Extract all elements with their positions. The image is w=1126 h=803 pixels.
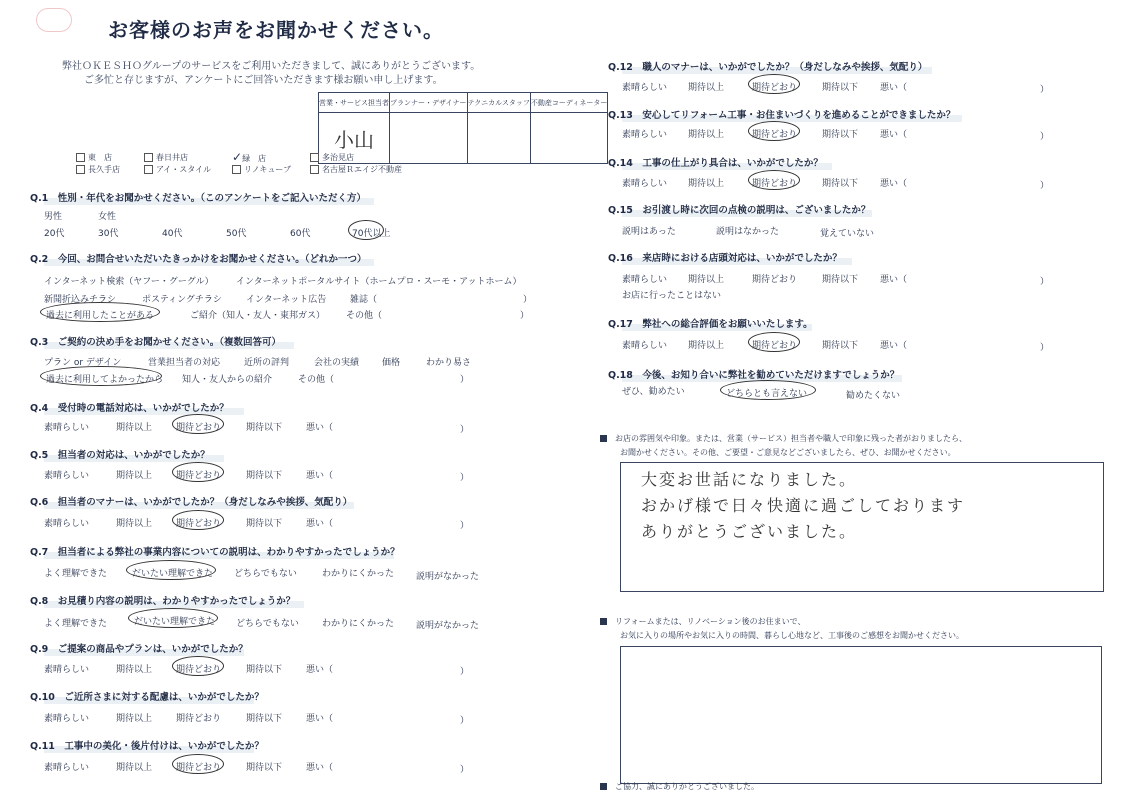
q18-option-recommend[interactable]: ぜひ、勧めたい	[622, 387, 685, 397]
q13-option-bad[interactable]: 悪い（	[880, 130, 908, 140]
q15-option-dont-remember[interactable]: 覚えていない	[820, 229, 875, 239]
footer-thanks: ご協力、誠にありがとうございました。	[600, 781, 759, 792]
close-paren: ）	[523, 295, 533, 305]
q12-option-below[interactable]: 期待以下	[822, 83, 859, 93]
answer-circle	[126, 560, 216, 580]
q4-option-as-expected[interactable]: 期待どおり	[176, 423, 222, 433]
comments1-textbox[interactable]	[620, 462, 1104, 592]
page-title: お客様のお声をお聞かせください。	[108, 18, 444, 42]
q1-age-30s[interactable]: 30代	[98, 229, 119, 239]
close-paren: ）	[1040, 343, 1050, 353]
q1-age-50s[interactable]: 50代	[226, 229, 247, 239]
close-paren: ）	[1040, 277, 1050, 287]
answer-circle	[40, 366, 162, 386]
answer-circle	[720, 380, 816, 400]
q3-option-past-good[interactable]: 過去に利用してよかったから	[46, 375, 164, 385]
staff-value-realestate[interactable]	[530, 113, 607, 164]
close-paren: ）	[460, 667, 470, 677]
q6-option-excellent[interactable]: 素晴らしい	[44, 519, 90, 529]
staff-table	[318, 92, 608, 164]
q5-option-below[interactable]: 期待以下	[246, 471, 283, 481]
q4-option-below[interactable]: 期待以下	[246, 423, 283, 433]
answer-circle	[172, 754, 224, 774]
comments2-prompt-line1: リフォームまたは、リノベーション後のお住まいで、	[600, 616, 805, 627]
close-paren: ）	[460, 375, 470, 385]
q2-option-portal[interactable]: インターネットポータルサイト（ホームプロ・スーモ・アットホーム）	[236, 277, 522, 287]
q1-gender-male[interactable]: 男性	[44, 212, 63, 222]
q7-option-no-explanation[interactable]: 説明がなかった	[416, 572, 480, 582]
q8-option-mostly-clear[interactable]: だいたい理解できた	[134, 617, 216, 627]
q11-option-bad[interactable]: 悪い（	[306, 763, 334, 773]
q16-option-excellent[interactable]: 素晴らしい	[622, 275, 668, 285]
q9-label: Q.9 ご提案の商品やプランは、いかがでしたか？	[30, 644, 248, 655]
close-paren: ）	[1040, 181, 1050, 191]
answer-circle	[172, 462, 224, 482]
q2-option-internet-ad[interactable]: インターネット広告	[246, 295, 327, 305]
q4-label: Q.4 受付時の電話対応は、いかがでしたか？	[30, 403, 229, 414]
branch-kasugai[interactable]: 春日井店	[144, 152, 188, 163]
intro-line-1: 弊社ＯＫＥＳＨＯグループのサービスをご利用いただきまして、誠にありがとうございます。	[62, 61, 481, 72]
q14-option-excellent[interactable]: 素晴らしい	[622, 179, 668, 189]
square-bullet-icon	[600, 783, 607, 790]
q6-option-below[interactable]: 期待以下	[246, 519, 283, 529]
q7-option-neutral[interactable]: どちらでもない	[234, 569, 297, 579]
checkbox-icon	[76, 165, 85, 174]
q1-label: Q.1 性別・年代をお聞かせください。（このアンケートをご記入いただく方）	[30, 193, 366, 204]
q16-option-bad[interactable]: 悪い（	[880, 275, 908, 285]
q5-option-excellent[interactable]: 素晴らしい	[44, 471, 90, 481]
q10-option-as-expected[interactable]: 期待どおり	[176, 714, 222, 724]
q17-option-bad[interactable]: 悪い（	[880, 341, 908, 351]
q17-option-excellent[interactable]: 素晴らしい	[622, 341, 668, 351]
q7-label: Q.7 担当者による弊社の事業内容についての説明は、わかりやすかったでしょうか？	[30, 547, 400, 558]
answer-circle	[748, 121, 800, 141]
q14-option-above[interactable]: 期待以上	[688, 179, 725, 189]
q17-option-below[interactable]: 期待以下	[822, 341, 859, 351]
checkbox-icon	[144, 153, 153, 162]
q3-option-plan[interactable]: プラン or デザイン	[44, 358, 122, 368]
branch-meitetsu[interactable]: 名古屋Ｒエイジ不動産	[310, 164, 402, 175]
q13-option-below[interactable]: 期待以下	[822, 130, 859, 140]
staff-header-technical: テクニカルスタッフ	[467, 93, 530, 113]
q3-label: Q.3 ご契約の決め手をお聞かせください。（複数回答可）	[30, 337, 282, 348]
q9-option-bad[interactable]: 悪い（	[306, 665, 334, 675]
q11-option-excellent[interactable]: 素晴らしい	[44, 763, 90, 773]
answer-circle	[748, 170, 800, 190]
branch-midori[interactable]: ✓緑 店	[232, 150, 267, 164]
answer-circle	[748, 74, 800, 94]
q12-option-above[interactable]: 期待以上	[688, 83, 725, 93]
q8-option-neutral[interactable]: どちらでもない	[236, 619, 299, 629]
q11-label: Q.11 工事中の美化・後片付けは、いかがでしたか？	[30, 741, 264, 752]
close-paren: ）	[520, 311, 530, 321]
checkbox-icon	[310, 153, 319, 162]
q2-option-magazine[interactable]: 雑誌（	[350, 295, 378, 305]
q6-label: Q.6 担当者のマナーは、いかがでしたか？（身だしなみや挨拶、気配り）	[30, 497, 353, 508]
q3-option-friend-referral[interactable]: 知人・友人からの紹介	[182, 375, 273, 385]
close-paren: ）	[460, 765, 470, 775]
q17-option-above[interactable]: 期待以上	[688, 341, 725, 351]
q10-label: Q.10 ご近所さまに対する配慮は、いかがでしたか？	[30, 692, 264, 703]
q3-option-reputation[interactable]: 近所の評判	[244, 358, 290, 368]
q1-age-70s[interactable]: 70代以上	[352, 229, 391, 239]
close-paren: ）	[1040, 85, 1050, 95]
q16-option-above[interactable]: 期待以上	[688, 275, 725, 285]
q7-option-unclear[interactable]: わかりにくかった	[322, 569, 395, 579]
q8-label: Q.8 お見積り内容の説明は、わかりやすかったでしょうか？	[30, 596, 296, 607]
staff-value-sales[interactable]: 小山	[319, 113, 390, 164]
q5-label: Q.5 担当者の対応は、いかがでしたか？	[30, 450, 210, 461]
branch-east[interactable]: 東 店	[76, 152, 112, 163]
comments1-handwriting-line3: ありがとうございました。	[641, 522, 858, 541]
q13-option-as-expected[interactable]: 期待どおり	[752, 130, 798, 140]
q2-option-referral[interactable]: ご紹介（知人・友人・東邦ガス）	[190, 311, 326, 321]
q12-label: Q.12 職人のマナーは、いかがでしたか？（身だしなみや挨拶、気配り）	[608, 62, 928, 73]
answer-circle	[348, 220, 384, 240]
staff-header-sales: 営業・サービス担当者	[319, 93, 390, 113]
q12-option-excellent[interactable]: 素晴らしい	[622, 83, 668, 93]
close-paren: ）	[460, 425, 470, 435]
q15-option-no[interactable]: 説明はなかった	[716, 227, 780, 237]
q14-option-as-expected[interactable]: 期待どおり	[752, 179, 798, 189]
q7-option-very-clear[interactable]: よく理解できた	[44, 569, 108, 579]
checkbox-icon	[144, 165, 153, 174]
q16-option-as-expected[interactable]: 期待どおり	[752, 275, 798, 285]
q12-option-as-expected[interactable]: 期待どおり	[752, 83, 798, 93]
q1-age-60s[interactable]: 60代	[290, 229, 311, 239]
q14-option-below[interactable]: 期待以下	[822, 179, 859, 189]
checkbox-icon	[310, 165, 319, 174]
close-paren: ）	[460, 521, 470, 531]
branch-nagakute[interactable]: 長久手店	[76, 164, 120, 175]
q3-option-price[interactable]: 価格	[382, 358, 401, 368]
intro-line-2: ご多忙と存じますが、アンケートにご回答いただきます様お願い申し上げます。	[84, 75, 443, 86]
q17-option-as-expected[interactable]: 期待どおり	[752, 341, 798, 351]
close-paren: ）	[1040, 132, 1050, 142]
q8-option-no-explanation[interactable]: 説明がなかった	[416, 621, 480, 631]
q16-option-below[interactable]: 期待以下	[822, 275, 859, 285]
q5-option-bad[interactable]: 悪い（	[306, 471, 334, 481]
staff-header-realestate: 不動産コーディネーター	[530, 93, 607, 113]
q10-option-above[interactable]: 期待以上	[116, 714, 153, 724]
staff-header-planner: プランナー・デザイナー	[390, 93, 468, 113]
staff-value-planner[interactable]	[390, 113, 468, 164]
q10-option-bad[interactable]: 悪い（	[306, 714, 334, 724]
q5-option-as-expected[interactable]: 期待どおり	[176, 471, 222, 481]
q6-option-bad[interactable]: 悪い（	[306, 519, 334, 529]
q18-option-not-recommend[interactable]: 勧めたくない	[846, 391, 901, 401]
branch-tajimi[interactable]: 多治見店	[310, 152, 354, 163]
q18-option-neutral[interactable]: どちらとも言えない	[726, 389, 808, 399]
q2-option-posting[interactable]: ポスティングチラシ	[142, 295, 222, 305]
square-bullet-icon	[600, 435, 607, 442]
q13-option-above[interactable]: 期待以上	[688, 130, 725, 140]
q16-option-never-visited[interactable]: お店に行ったことはない	[622, 291, 722, 301]
q8-option-very-clear[interactable]: よく理解できた	[44, 619, 108, 629]
square-bullet-icon	[600, 618, 607, 625]
q14-option-bad[interactable]: 悪い（	[880, 179, 908, 189]
q17-label: Q.17 弊社への総合評価をお願いいたします。	[608, 319, 813, 330]
q3-option-track-record[interactable]: 会社の実績	[314, 358, 360, 368]
q9-option-above[interactable]: 期待以上	[116, 665, 153, 675]
q7-option-mostly-clear[interactable]: だいたい理解できた	[132, 569, 214, 579]
q3-option-other[interactable]: その他（	[298, 375, 335, 385]
q8-option-unclear[interactable]: わかりにくかった	[322, 619, 395, 629]
q1-age-40s[interactable]: 40代	[162, 229, 183, 239]
staff-value-technical[interactable]	[467, 113, 530, 164]
checkbox-icon	[232, 165, 241, 174]
q13-option-excellent[interactable]: 素晴らしい	[622, 130, 668, 140]
q15-option-yes[interactable]: 説明はあった	[622, 227, 676, 237]
answer-circle	[172, 656, 224, 676]
q4-option-excellent[interactable]: 素晴らしい	[44, 423, 90, 433]
q11-option-below[interactable]: 期待以下	[246, 763, 283, 773]
q2-label: Q.2 今回、お問合せいただいたきっかけをお聞かせください。（どれか一つ）	[30, 254, 367, 265]
checkbox-icon	[76, 153, 85, 162]
q6-option-above[interactable]: 期待以上	[116, 519, 153, 529]
branch-renocube[interactable]: リノキューブ	[232, 164, 291, 175]
q2-option-newspaper[interactable]: 新聞折込みチラシ	[44, 295, 117, 305]
comments1-handwriting-line1: 大変お世話になりました。	[641, 470, 858, 489]
q10-option-below[interactable]: 期待以下	[246, 714, 283, 724]
comments2-prompt-line2: お気に入りの場所やお気に入りの時間、暮らし心地など、工事後のご感想をお聞かせください。	[620, 631, 964, 640]
q3-option-sales[interactable]: 営業担当者の対応	[148, 358, 221, 368]
q1-age-20s[interactable]: 20代	[44, 229, 65, 239]
comments2-textbox[interactable]	[620, 646, 1102, 784]
answer-circle	[748, 332, 800, 352]
q3-option-clarity[interactable]: わかり易さ	[426, 358, 472, 368]
q4-option-bad[interactable]: 悪い（	[306, 423, 334, 433]
q4-option-above[interactable]: 期待以上	[116, 423, 153, 433]
q12-option-bad[interactable]: 悪い（	[880, 83, 908, 93]
q2-option-past-use[interactable]: 過去に利用したことがある	[46, 311, 155, 321]
answer-circle	[40, 302, 160, 322]
q9-option-below[interactable]: 期待以下	[246, 665, 283, 675]
close-paren: ）	[460, 716, 470, 726]
close-paren: ）	[460, 473, 470, 483]
q2-option-internet-search[interactable]: インターネット検索（ヤフー・グーグル）	[44, 277, 214, 287]
answer-circle	[172, 510, 224, 530]
q11-option-above[interactable]: 期待以上	[116, 763, 153, 773]
q6-option-as-expected[interactable]: 期待どおり	[176, 519, 222, 529]
comments1-prompt-line2: お聞かせください。その他、ご要望・ご意見などございましたら、ぜひ、お聞かせください。	[620, 448, 956, 457]
q5-option-above[interactable]: 期待以上	[116, 471, 153, 481]
q14-label: Q.14 工事の仕上がり具合は、いかがでしたか？	[608, 158, 823, 169]
branch-ai-style[interactable]: アイ・スタイル	[144, 164, 211, 175]
q15-label: Q.15 お引渡し時に次回の点検の説明は、ございましたか？	[608, 205, 871, 216]
check-mark-icon: ✓	[232, 150, 243, 164]
q18-label: Q.18 今後、お知り合いに弊社を勧めていただけますでしょうか？	[608, 370, 900, 381]
q9-option-excellent[interactable]: 素晴らしい	[44, 665, 90, 675]
q2-option-other[interactable]: その他（	[346, 311, 383, 321]
comments1-handwriting-line2: おかげ様で日々快適に過ごしております	[641, 496, 966, 515]
q11-option-as-expected[interactable]: 期待どおり	[176, 763, 222, 773]
q1-gender-female[interactable]: 女性	[98, 212, 117, 222]
q16-label: Q.16 来店時における店頭対応は、いかがでしたか？	[608, 253, 842, 264]
q10-option-excellent[interactable]: 素晴らしい	[44, 714, 90, 724]
stamp-mark	[36, 8, 72, 32]
answer-circle	[172, 414, 224, 434]
comments1-prompt-line1: お店の雰囲気や印象。または、営業（サービス）担当者や職人で印象に残った者がおりましたら、	[600, 433, 967, 444]
q9-option-as-expected[interactable]: 期待どおり	[176, 665, 222, 675]
answer-circle	[128, 608, 218, 628]
q13-label: Q.13 安心してリフォーム工事・お住まいづくりを進めることができましたか？	[608, 110, 956, 121]
